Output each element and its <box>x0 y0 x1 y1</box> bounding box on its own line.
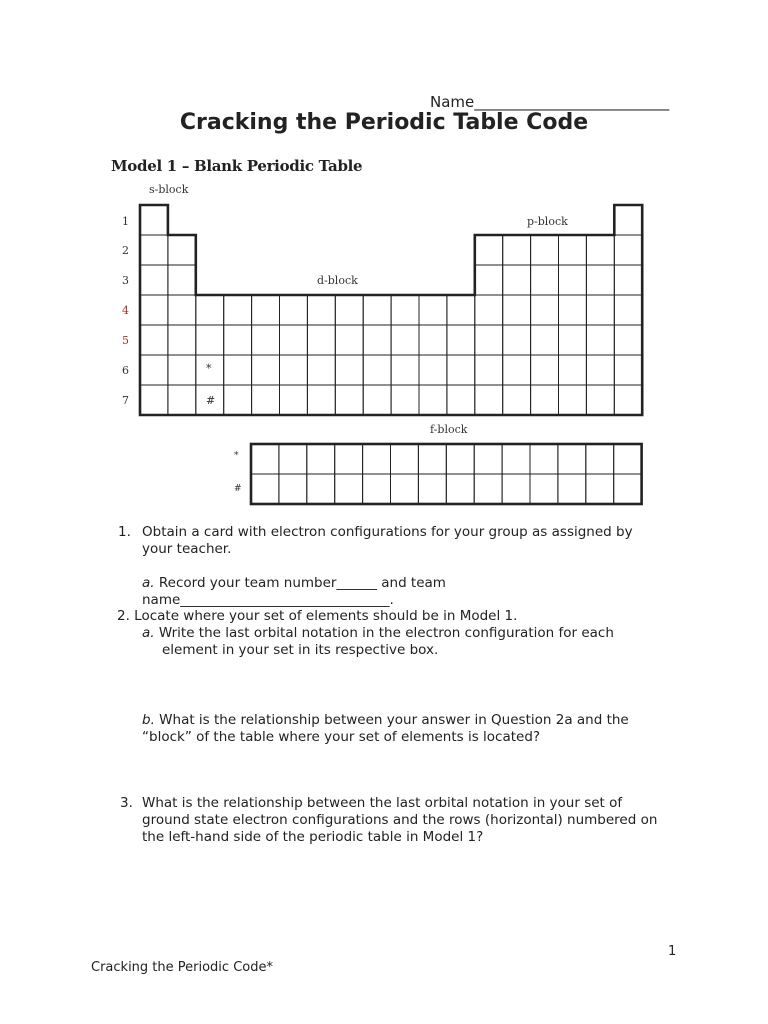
question-2b-text: What is the relationship between your answer in Question 2a and the <box>154 712 629 728</box>
question-1a-letter: a. <box>142 575 155 591</box>
table-cell-r7-c9[interactable] <box>363 385 391 415</box>
table-cell-r3-c14[interactable] <box>503 265 531 295</box>
table-cell-r1-c18[interactable] <box>614 205 642 235</box>
table-cell-r5-c17[interactable] <box>586 325 614 355</box>
table-cell-r3-c15[interactable] <box>531 265 559 295</box>
table-cell-r2-c2[interactable] <box>168 235 196 265</box>
table-cell-r5-c6[interactable] <box>280 325 308 355</box>
table-cell-r6-c18[interactable] <box>614 355 642 385</box>
row-number-2: 2 <box>122 244 129 257</box>
p-block-label: p-block <box>527 215 568 228</box>
table-cell-r4-c9[interactable] <box>363 295 391 325</box>
table-cell-r7-c18[interactable] <box>614 385 642 415</box>
page-number: 1 <box>668 944 677 959</box>
table-cell-r6-c3[interactable] <box>196 355 224 385</box>
table-cell-r7-c15[interactable] <box>531 385 559 415</box>
page-title: Cracking the Periodic Table Code <box>179 110 589 135</box>
question-3-text: What is the relationship between the last orbital notation in your set of <box>142 795 623 811</box>
table-cell-r6-c2[interactable] <box>168 355 196 385</box>
f-block-label: f-block <box>430 423 468 436</box>
f-block-cell-r1-c8[interactable] <box>446 444 474 474</box>
table-cell-r6-c10[interactable] <box>391 355 419 385</box>
table-cell-r6-c16[interactable] <box>559 355 587 385</box>
table-cell-r5-c10[interactable] <box>391 325 419 355</box>
footer-text: Cracking the Periodic Code* <box>91 960 273 975</box>
table-cell-r5-c3[interactable] <box>196 325 224 355</box>
model-title: Model 1 – Blank Periodic Table <box>111 157 363 175</box>
table-cell-r4-c8[interactable] <box>335 295 363 325</box>
question-2a-letter: a. <box>142 625 155 641</box>
f-block-cell-r2-c6[interactable] <box>391 474 419 504</box>
table-cell-r7-c16[interactable] <box>559 385 587 415</box>
table-cell-r4-c5[interactable] <box>252 295 280 325</box>
table-cell-r7-c14[interactable] <box>503 385 531 415</box>
table-cell-r7-c12[interactable] <box>447 385 475 415</box>
table-cell-r4-c16[interactable] <box>559 295 587 325</box>
row-number-6: 6 <box>122 364 129 377</box>
f-block-cell-r1-c6[interactable] <box>391 444 419 474</box>
table-cell-r3-c1[interactable] <box>140 265 168 295</box>
question-1-number: 1. <box>118 524 131 540</box>
table-cell-r5-c18[interactable] <box>614 325 642 355</box>
question-1-text-cont: your teacher. <box>142 541 232 557</box>
f-block-cell-r2-c5[interactable] <box>363 474 391 504</box>
table-cell-r5-c4[interactable] <box>224 325 252 355</box>
table-cell-r7-c10[interactable] <box>391 385 419 415</box>
table-cell-r4-c15[interactable] <box>531 295 559 325</box>
question-2b <box>142 712 629 729</box>
question-3-text-cont: ground state electron configurations and the rows (horizontal) numbered on <box>142 812 658 828</box>
row-number-4: 4 <box>122 304 129 317</box>
table-cell-r5-c8[interactable] <box>335 325 363 355</box>
question-2b-text-cont: “block” of the table where your set of elements is located? <box>142 729 541 745</box>
actinide-marker: # <box>206 394 216 407</box>
table-cell-r3-c13[interactable] <box>475 265 503 295</box>
f-block-cell-r2-c4[interactable] <box>335 474 363 504</box>
question-1-text: Obtain a card with electron configurations for your group as assigned by <box>142 524 633 540</box>
question-1a-text-cont: name_______________________________. <box>142 592 394 608</box>
table-cell-r6-c15[interactable] <box>531 355 559 385</box>
f-block-cell-r2-c2[interactable] <box>279 474 307 504</box>
table-cell-r3-c2[interactable] <box>168 265 196 295</box>
question-2a-text-cont: element in your set in its respective box. <box>162 642 439 658</box>
question-2a-text: Write the last orbital notation in the electron configuration for each <box>154 625 614 641</box>
table-cell-r5-c11[interactable] <box>419 325 447 355</box>
table-cell-r7-c13[interactable] <box>475 385 503 415</box>
f-block-cell-r2-c1[interactable] <box>251 474 279 504</box>
table-cell-r2-c14[interactable] <box>503 235 531 265</box>
f-block-cell-r2-c9[interactable] <box>474 474 502 504</box>
table-cell-r4-c12[interactable] <box>447 295 475 325</box>
f-block-cell-r1-c10[interactable] <box>502 444 530 474</box>
table-cell-r5-c9[interactable] <box>363 325 391 355</box>
f-block-cell-r1-c7[interactable] <box>418 444 446 474</box>
table-cell-r4-c7[interactable] <box>307 295 335 325</box>
row-number-3: 3 <box>122 274 129 287</box>
question-1a-text: Record your team number______ and team <box>154 575 446 591</box>
table-cell-r3-c16[interactable] <box>559 265 587 295</box>
f-block-cell-r1-c5[interactable] <box>363 444 391 474</box>
table-cell-r4-c18[interactable] <box>614 295 642 325</box>
f-row-hash-marker: # <box>234 484 242 494</box>
table-cell-r7-c5[interactable] <box>252 385 280 415</box>
table-cell-r4-c2[interactable] <box>168 295 196 325</box>
table-cell-r2-c13[interactable] <box>475 235 503 265</box>
table-cell-r4-c14[interactable] <box>503 295 531 325</box>
table-cell-r6-c9[interactable] <box>363 355 391 385</box>
f-block-cell-r2-c11[interactable] <box>530 474 558 504</box>
f-block-cell-r2-c12[interactable] <box>558 474 586 504</box>
question-3-number: 3. <box>120 795 133 811</box>
f-block-cell-r1-c14[interactable] <box>614 444 642 474</box>
row-number-7: 7 <box>122 394 129 407</box>
table-cell-r5-c5[interactable] <box>252 325 280 355</box>
table-cell-r3-c18[interactable] <box>614 265 642 295</box>
table-cell-r6-c6[interactable] <box>280 355 308 385</box>
table-cell-r7-c11[interactable] <box>419 385 447 415</box>
table-cell-r4-c10[interactable] <box>391 295 419 325</box>
table-cell-r2-c15[interactable] <box>531 235 559 265</box>
f-block-cell-r1-c9[interactable] <box>474 444 502 474</box>
table-cell-r6-c12[interactable] <box>447 355 475 385</box>
table-cell-r5-c16[interactable] <box>559 325 587 355</box>
table-cell-r6-c11[interactable] <box>419 355 447 385</box>
question-3-text-cont-2: the left-hand side of the periodic table in Model 1? <box>142 829 484 845</box>
table-cell-r5-c7[interactable] <box>307 325 335 355</box>
table-cell-r6-c7[interactable] <box>307 355 335 385</box>
f-block-cell-r1-c4[interactable] <box>335 444 363 474</box>
table-cell-r2-c1[interactable] <box>140 235 168 265</box>
table-cell-r7-c8[interactable] <box>335 385 363 415</box>
f-block-cell-r1-c3[interactable] <box>307 444 335 474</box>
f-block-cell-r2-c8[interactable] <box>446 474 474 504</box>
table-cell-r4-c13[interactable] <box>475 295 503 325</box>
table-cell-r2-c17[interactable] <box>586 235 614 265</box>
name-field-label: Name__________________________ <box>430 93 670 111</box>
f-block-cell-r1-c11[interactable] <box>530 444 558 474</box>
f-block-cell-r2-c3[interactable] <box>307 474 335 504</box>
f-block-cell-r1-c2[interactable] <box>279 444 307 474</box>
f-block-cell-r1-c12[interactable] <box>558 444 586 474</box>
table-cell-r6-c1[interactable] <box>140 355 168 385</box>
table-cell-r7-c17[interactable] <box>586 385 614 415</box>
table-cell-r5-c12[interactable] <box>447 325 475 355</box>
table-cell-r2-c18[interactable] <box>614 235 642 265</box>
table-cell-r6-c14[interactable] <box>503 355 531 385</box>
table-cell-r4-c3[interactable] <box>196 295 224 325</box>
row-number-1: 1 <box>122 215 129 228</box>
table-cell-r6-c17[interactable] <box>586 355 614 385</box>
table-cell-r7-c6[interactable] <box>280 385 308 415</box>
question-2-text: 2. Locate where your set of elements should be in Model 1. <box>117 608 518 624</box>
f-block-cell-r2-c7[interactable] <box>418 474 446 504</box>
lanthanide-marker: * <box>206 362 212 375</box>
table-cell-r1-c1[interactable] <box>140 205 168 235</box>
f-block-cell-r2-c10[interactable] <box>502 474 530 504</box>
table-cell-r7-c4[interactable] <box>224 385 252 415</box>
table-cell-r6-c5[interactable] <box>252 355 280 385</box>
f-block-cell-r2-c14[interactable] <box>614 474 642 504</box>
table-cell-r6-c8[interactable] <box>335 355 363 385</box>
f-block-cell-r1-c13[interactable] <box>586 444 614 474</box>
table-cell-r4-c17[interactable] <box>586 295 614 325</box>
table-cell-r7-c2[interactable] <box>168 385 196 415</box>
f-row-star-marker: * <box>234 451 239 461</box>
row-number-5: 5 <box>122 334 129 347</box>
s-block-label: s-block <box>149 183 189 196</box>
table-cell-r6-c13[interactable] <box>475 355 503 385</box>
table-cell-r4-c1[interactable] <box>140 295 168 325</box>
d-block-label: d-block <box>317 274 358 287</box>
table-cell-r5-c2[interactable] <box>168 325 196 355</box>
table-cell-r5-c14[interactable] <box>503 325 531 355</box>
question-2a <box>142 625 614 642</box>
table-cell-r7-c3[interactable] <box>196 385 224 415</box>
table-cell-r7-c1[interactable] <box>140 385 168 415</box>
table-cell-r2-c16[interactable] <box>559 235 587 265</box>
table-cell-r4-c11[interactable] <box>419 295 447 325</box>
table-cell-r3-c17[interactable] <box>586 265 614 295</box>
table-cell-r5-c1[interactable] <box>140 325 168 355</box>
question-1a <box>142 575 446 592</box>
table-cell-r5-c13[interactable] <box>475 325 503 355</box>
f-block-cell-r2-c13[interactable] <box>586 474 614 504</box>
table-cell-r7-c7[interactable] <box>307 385 335 415</box>
f-block-cell-r1-c1[interactable] <box>251 444 279 474</box>
table-cell-r4-c6[interactable] <box>280 295 308 325</box>
table-cell-r5-c15[interactable] <box>531 325 559 355</box>
question-2b-letter: b. <box>142 712 155 728</box>
table-cell-r6-c4[interactable] <box>224 355 252 385</box>
table-cell-r4-c4[interactable] <box>224 295 252 325</box>
